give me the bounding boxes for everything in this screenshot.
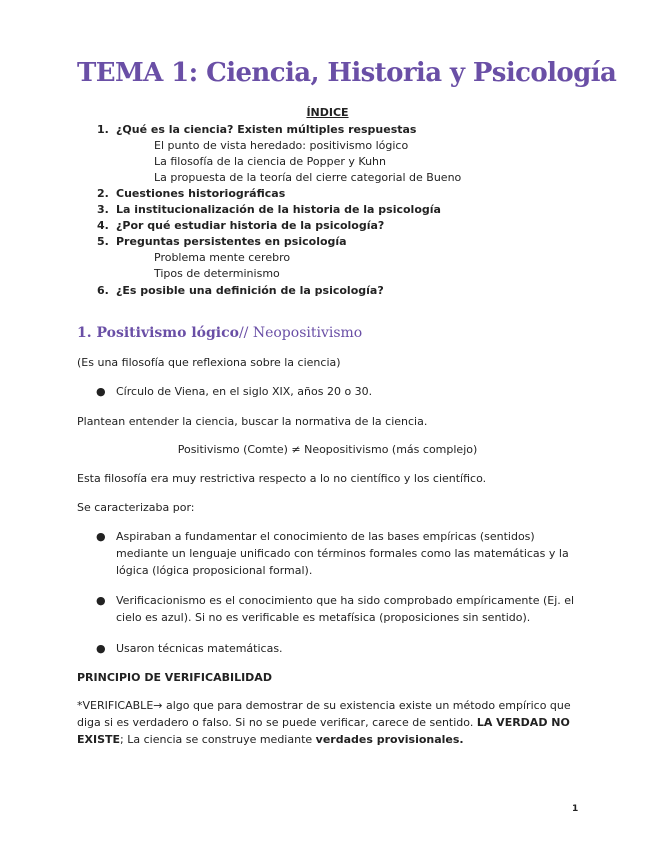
list-item: Usaron técnicas matemáticas. xyxy=(116,642,283,655)
index-item: Preguntas persistentes en psicología xyxy=(116,235,347,248)
index-item: La institucionalización de la historia de la psicología xyxy=(116,203,441,216)
verificable-text: *VERIFICABLE→ algo que para demostrar de su existencia existe un método empírico que diga si es verdadero o falso. Si no se puede verificar, carece de sentido. xyxy=(77,699,571,729)
section-heading xyxy=(77,325,362,341)
bullet-marker: ● xyxy=(96,385,106,398)
section-heading-suffix: // Neopositivismo xyxy=(238,325,363,341)
index-number: 1. xyxy=(97,123,109,136)
index-number: 2. xyxy=(97,187,109,200)
principle-heading: PRINCIPIO DE VERIFICABILIDAD xyxy=(77,671,272,684)
intro-paragraph: (Es una filosofía que reflexiona sobre la ciencia) xyxy=(77,356,341,369)
index-item: Cuestiones historiográficas xyxy=(116,187,286,200)
section-heading-title: 1. Positivismo lógico xyxy=(77,325,239,341)
bullet-marker: ● xyxy=(96,530,106,543)
index-item: ¿Qué es la ciencia? Existen múltiples respuestas xyxy=(116,123,417,136)
bullet-marker: ● xyxy=(96,642,106,655)
index-subitem: Problema mente cerebro xyxy=(154,251,291,264)
index-number: 3. xyxy=(97,203,109,216)
bullet-marker: ● xyxy=(96,594,106,607)
index-number: 6. xyxy=(97,284,109,297)
verificable-paragraph xyxy=(77,697,577,748)
list-item: Aspiraban a fundamentar el conocimiento de las bases empíricas (sentidos) mediante un lenguaje unificado con términos formales como las matemáticas y la lógica (lógica proposicional formal). xyxy=(116,530,569,577)
verificable-emphasis: LA VERDAD NO EXISTE xyxy=(77,716,570,746)
paragraph: Esta filosofía era muy restrictiva respecto a lo no científico y los científico. xyxy=(77,472,487,485)
comparison-line: Positivismo (Comte) ≠ Neopositivismo (más complejo) xyxy=(177,443,478,456)
index-subitem: La filosofía de la ciencia de Popper y Kuhn xyxy=(154,155,386,168)
document-title: TEMA 1: Ciencia, Historia y Psicología xyxy=(77,58,617,88)
index-subitem: Tipos de determinismo xyxy=(154,267,280,280)
verificable-emphasis: verdades provisionales. xyxy=(315,733,464,746)
list-item: Verificacionismo es el conocimiento que ha sido comprobado empíricamente (Ej. el cielo es azul). Si no es verificable es metafísica (proposiciones sin sentido). xyxy=(116,594,575,624)
index-item: ¿Por qué estudiar historia de la psicología? xyxy=(116,219,385,232)
paragraph: Se caracterizaba por: xyxy=(77,501,195,514)
index-subitem: La propuesta de la teoría del cierre categorial de Bueno xyxy=(154,171,462,184)
index-heading: ÍNDICE xyxy=(306,106,349,119)
page-number: 1 xyxy=(572,804,579,814)
index-number: 5. xyxy=(97,235,109,248)
paragraph: Plantean entender la ciencia, buscar la normativa de la ciencia. xyxy=(77,415,428,428)
index-number: 4. xyxy=(97,219,109,232)
verificable-text: ; La ciencia se construye mediante xyxy=(120,733,316,746)
index-item: ¿Es posible una definición de la psicología? xyxy=(116,284,384,297)
index-subitem: El punto de vista heredado: positivismo lógico xyxy=(154,139,409,152)
list-item: Círculo de Viena, en el siglo XIX, años 20 o 30. xyxy=(116,385,373,398)
